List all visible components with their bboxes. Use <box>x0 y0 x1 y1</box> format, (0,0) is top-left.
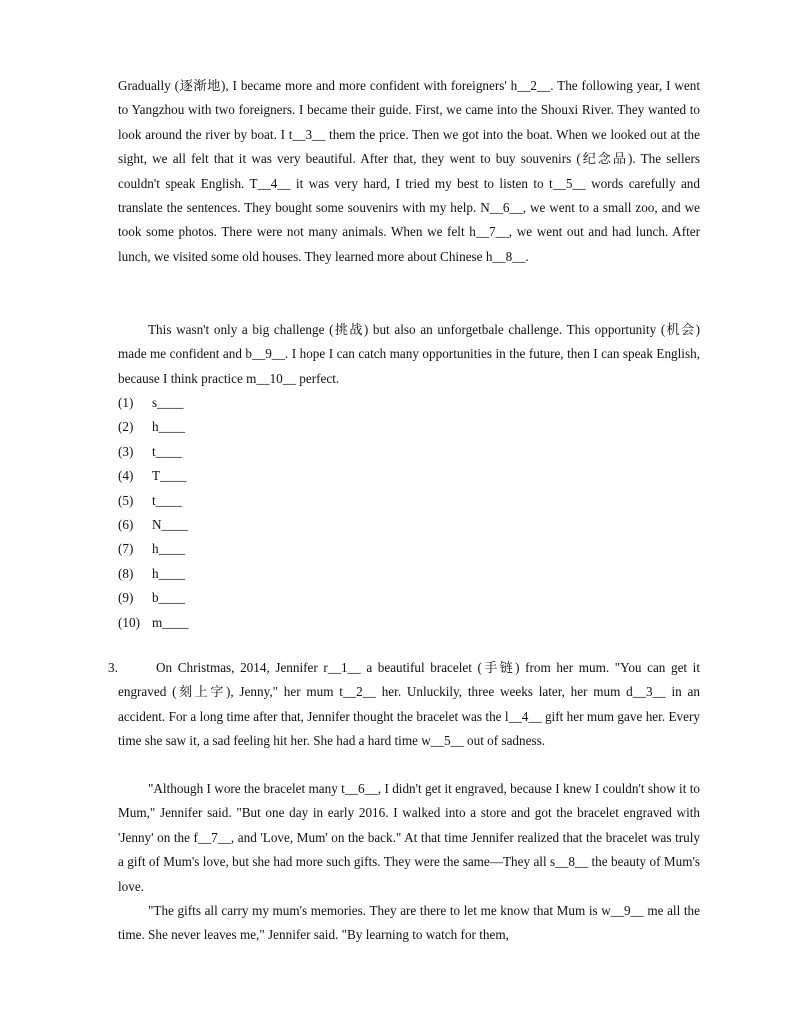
blank-number: (1) <box>118 395 134 410</box>
blank-hint: h____ <box>152 565 185 581</box>
passage-3-paragraph-3: "The gifts all carry my mum's memories. They are there to let me know that Mum is w__9__ me all the time. She never leaves me," Jennifer said. "By learning to watch for them, <box>118 903 700 943</box>
answer-blank-item <box>118 537 189 561</box>
passage-3-paragraph-1: On Christmas, 2014, Jennifer r__1__ a beautiful bracelet (手链) from her mum. "You can get it engraved (刻上字), Jenny," her mum t__2__ her. Unluckily, three weeks later, her mum d__3__ in an accident. For a long time after that, Jennifer thought the bracelet was the l__4__ gift her mum gave her. Every time she saw it, a sad feeling hit her. She had a hard time w__5__ out of sadness. <box>118 660 700 749</box>
answer-blank-item <box>118 489 189 513</box>
blank-number: (5) <box>118 492 134 508</box>
answer-blank-item <box>118 611 189 635</box>
blank-hint: m____ <box>152 614 189 630</box>
blank-hint: t____ <box>152 443 183 459</box>
answer-blank-item <box>118 562 189 586</box>
answer-blank-item <box>118 464 189 488</box>
blank-number: (9) <box>118 590 134 606</box>
blank-hint: s____ <box>152 395 184 410</box>
blank-hint: N____ <box>152 516 188 532</box>
blank-hint: h____ <box>152 419 185 435</box>
blank-number: (2) <box>118 419 134 435</box>
blank-hint: T____ <box>152 468 187 484</box>
passage-2-paragraph-1: Gradually (逐渐地), I became more and more confident with foreigners' h__2__. The following year, I went to Yangzhou with two foreigners. I became their guide. First, we came into the Shouxi River. They wanted to look around the river by boat. I t__3__ them the price. Then we got into the boat. When we looked out at the sight, we all felt that it was very beautiful. After that, they went to buy souvenirs (纪念品). The sellers couldn't speak English. T__4__ it was very hard, I tried my best to listen to t__5__ words carefully and translate the sentences. They bought some souvenirs with my help. N__6__, we went to a small zoo, and we took some photos. There were not many animals. When we felt h__7__, we went out and had lunch. After lunch, we visited some old houses. They learned more about Chinese h__8__. <box>118 78 700 264</box>
blank-number: (10) <box>118 614 140 630</box>
blank-number: (4) <box>118 468 134 484</box>
blank-number: (8) <box>118 565 134 581</box>
answer-blank-item <box>118 440 189 464</box>
answer-blank-item <box>118 586 189 610</box>
answer-blank-list <box>118 391 189 635</box>
passage-2-paragraph-2: This wasn't only a big challenge (挑战) but also an unforgetbale challenge. This opportunity (机会) made me confident and b__9__. I hope I can catch many opportunities in the future, then I can speak English, because I think practice m__10__ perfect. <box>118 322 700 386</box>
blank-number: (6) <box>118 516 134 532</box>
blank-number: (3) <box>118 443 134 459</box>
question-number: 3. <box>108 660 118 675</box>
answer-blank-item <box>118 391 189 415</box>
answer-blank-item <box>118 513 189 537</box>
blank-number: (7) <box>118 541 134 557</box>
answer-blank-item <box>118 415 189 439</box>
blank-hint: t____ <box>152 492 183 508</box>
passage-3-paragraph-2: "Although I wore the bracelet many t__6__, I didn't get it engraved, because I knew I couldn't show it to Mum," Jennifer said. "But one day in early 2016. I walked into a store and got the bracelet engraved with 'Jenny' on the f__7__, and 'Love, Mum' on the back." At that time Jennifer realized that the bracelet was truly a gift of Mum's love, but she had more such gifts. They were the same—They all s__8__ the beauty of Mum's love. <box>118 781 700 894</box>
blank-hint: b____ <box>152 590 185 606</box>
blank-hint: h____ <box>152 541 185 557</box>
